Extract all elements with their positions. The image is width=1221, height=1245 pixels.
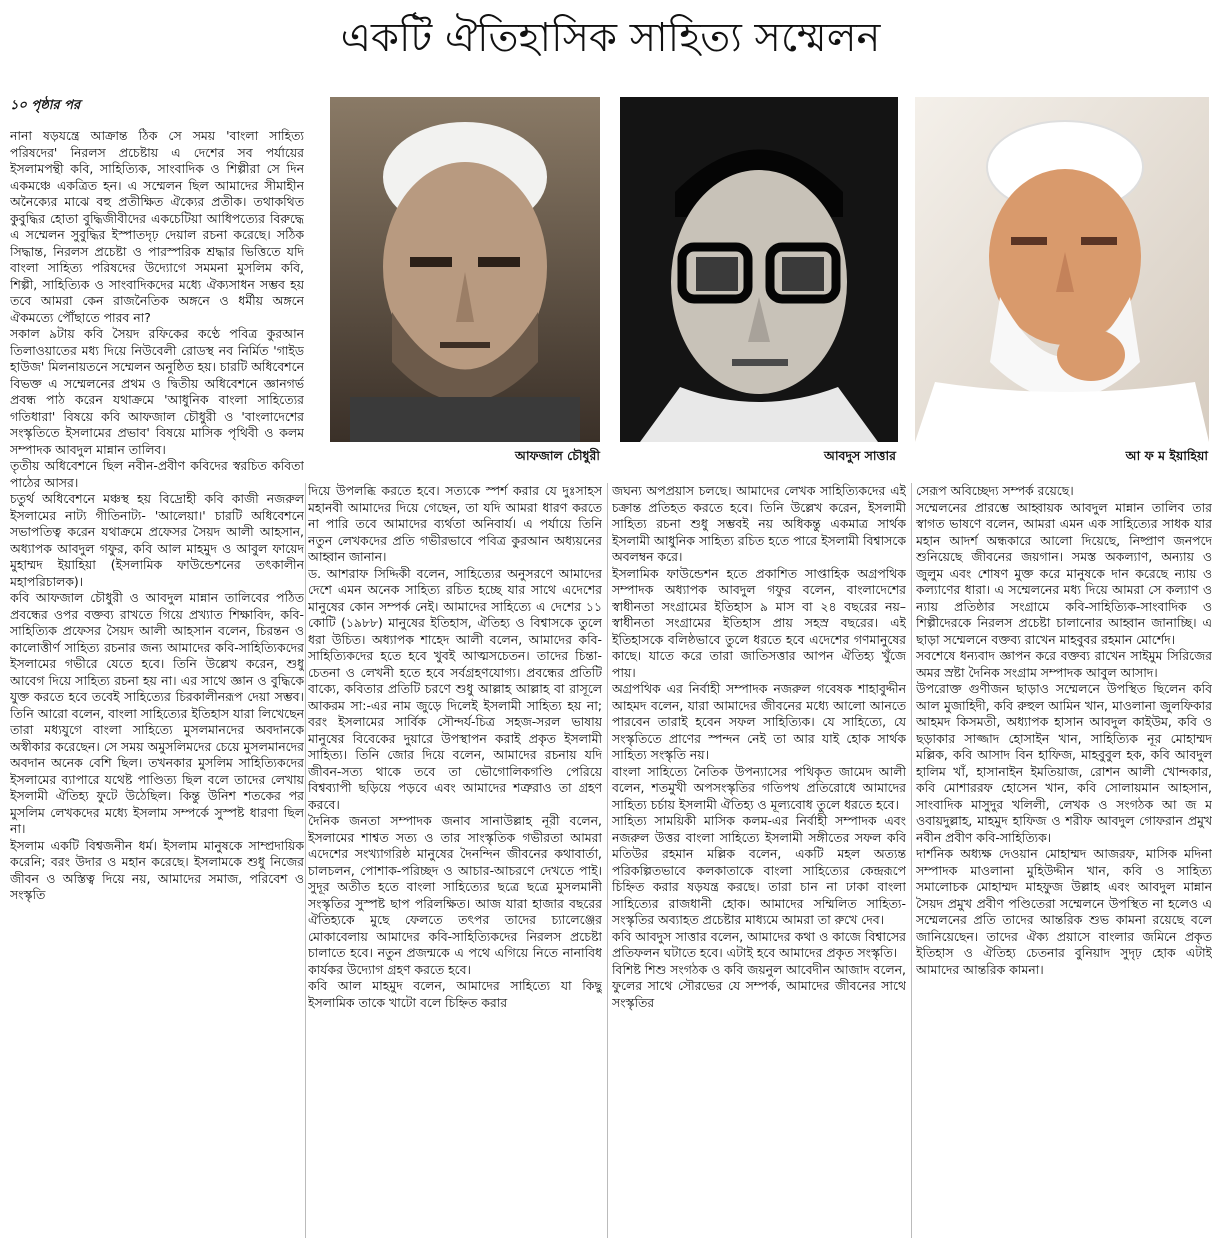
portrait-photo-1 xyxy=(330,97,600,442)
photo-caption-1: আফজাল চৌধুরী xyxy=(514,448,600,463)
paragraph: ড. আশরাফ সিদ্দিকী বলেন, সাহিত্যের অনুসরণে আমাদের দেশে এমন অনেক সাহিত্য রচিত হচ্ছে যার সাথে এদেশের মানুষের কোন সম্পর্ক নেই। আমাদের সাহিত্যে এ দেশের ১১ কোটি (১৯৮৮) মানুষের ইতিহাস, ঐতিহ্য ও বিশ্বাসকে তুলে ধরা উচিত। অধ্যাপক শাহেদ আলী বলেন, আমাদের কবি-সাহিত্যিকদের হতে হবে খুবই আত্মসচেতন। তাদের চিন্তা-চেতনা ও লেখনী হতে হবে সর্বগ্রহণযোগ্য। প্রবন্ধের প্রতিটি বাক্যে, কবিতার প্রতিটি চরণে শুধু আল্লাহ আল্লাহ বা রাসূলে আকরম সা:-এর নাম জুড়ে দিলেই ইসলামী সাহিত্য হয় না; বরং ইসলামের সার্বিক সৌন্দর্য-চিত্র সহজ-সরল ভাষায় মানুষের বিবেকের দুয়ারে উপস্থাপন করাই প্রকৃত ইসলামী সাহিত্য। তিনি জোর দিয়ে বলেন, আমাদের রচনায় যদি জীবন-সত্য থাকে তবে তা ভৌগোলিকগণ্ডি পেরিয়ে বিশ্বব্যাপী ছড়িয়ে পড়বে এবং আমাদের শত্রুরাও তা গ্রহণ করবে। xyxy=(308,565,602,812)
paragraph: দৈনিক জনতা সম্পাদক জনাব সানাউল্লাহ নূরী বলেন, ইসলামের শাশ্বত সত্য ও তার সাংস্কৃতিক গভীরতা আমরা এদেশের সংখ্যাগরিষ্ঠ মানুষের দৈনন্দিন জীবনের কথাবার্তা, চালচলন, পোশাক-পরিচ্ছদ ও আচার-আচরণে দেখতে পাই। সুদূর অতীত হতে বাংলা সাহিত্যের ছত্রে ছত্রে মুসলমানী সংস্কৃতির সুস্পষ্ট ছাপ পরিলক্ষিত। আজ যারা হাজার বছরের ঐতিহ্যকে মুছে ফেলতে তৎপর তাদের চ্যালেঞ্জের মোকাবেলায় আমাদের কবি-সাহিত্যিকদের নিরলস প্রচেষ্টা চালাতে হবে। নতুন প্রজন্মকে এ পথে এগিয়ে নিতে নানাবিধ কার্যকর উদ্যোগ গ্রহণ করতে হবে। xyxy=(308,813,602,977)
column-divider xyxy=(607,483,608,1238)
portrait-photo-2 xyxy=(620,97,898,442)
portrait-photo-3 xyxy=(915,97,1209,442)
paragraph: দিয়ে উপলব্ধি করতে হবে। সত্যকে স্পর্শ করার যে দুঃসাহস মহানবী আমাদের দিয়ে গেছেন, তা যদি আমরা ধারণ করতে না পারি তবে আমাদের ব্যর্থতা অনিবার্য। এ পর্যায়ে তিনি নতুন লেখকদের প্রতি গভীরভাবে পবিত্র কুরআন অধ্যয়নের আহ্বান জানান। xyxy=(308,483,602,564)
paragraph: সবশেষে ধন্যবাদ জ্ঞাপন করে বক্তব্য রাখেন সাইমুম সিরিজের অমর স্রষ্টা দৈনিক সংগ্রাম সম্পাদক আবুল আসাদ। xyxy=(916,648,1212,680)
paragraph: জঘন্য অপপ্রয়াস চলছে। আমাদের লেখক সাহিত্যিকদের এই চক্রান্ত প্রতিহত করতে হবে। তিনি উল্লেখ করেন, ইসলামী সাহিত্য রচনা শুধু সম্ভবই নয় অধিকন্তু একমাত্র সার্থক ইসলামী আধুনিক সাহিত্য রচিত হতে পারে ইসলামী বিশ্বাসকে অবলম্বন করে। xyxy=(612,483,906,564)
paragraph: কবি আফজাল চৌধুরী ও আবদুল মান্নান তালিবের পঠিত প্রবন্ধের ওপর বক্তব্য রাখতে গিয়ে প্রখ্যাত শিক্ষাবিদ, কবি-সাহিত্যিক প্রফেসর সৈয়দ আলী আহসান বলেন, চিরন্তন ও কালোত্তীর্ণ সাহিত্য রচনার জন্য আমাদের কবি-সাহিত্যিকদের ইসলামের গভীরে যেতে হবে। তিনি উল্লেখ করেন, শুধু আবেগ দিয়ে সাহিত্য রচনা হয় না। এর সাথে জ্ঞান ও বুদ্ধিকে যুক্ত করতে হবে তবেই সাহিত্যের চিরকালীনরূপ দেয়া সম্ভব। তিনি আরো বলেন, বাংলা সাহিত্যের ইতিহাস যারা লিখেছেন তারা মধ্যযুগে বাংলা সাহিত্যে মুসলমানদের অবদানকে অস্বীকার করেছেন। সে সময় অমুসলিমদের চেয়ে মুসলমানদের অবদান অনেক বেশি ছিল। তখনকার মুসলিম সাহিত্যিকদের ইসলামের ব্যাপারে যথেষ্ট পাণ্ডিত্য ছিল বলে তাদের লেখায় ইসলামী ঐতিহ্য ফুটে উঠেছিল। কিন্তু উনিশ শতকের পর মুসলিম লেখকদের মধ্যে ইসলাম সম্পর্কে সুস্পষ্ট ধারণা ছিল না। xyxy=(10,590,304,836)
paragraph: ইসলাম একটি বিশ্বজনীন ধর্ম। ইসলাম মানুষকে সাম্প্রদায়িক করেনি; বরং উদার ও মহান করেছে। ইসলামকে শুধু নিজের জীবন ও অস্তিত্ব দিয়ে নয়, আমাদের সমাজ, পরিবেশ ও সংস্কৃতি xyxy=(10,837,304,902)
paragraph: বিশিষ্ট শিশু সংগঠক ও কবি জয়নুল আবেদীন আজাদ বলেন, ফুলের সাথে সৌরভের যে সম্পর্ক, আমাদের জীবনের সাথে সংস্কৃতির xyxy=(612,961,906,1010)
paragraph: সেরূপ অবিচ্ছেদ্য সম্পর্ক রয়েছে। xyxy=(916,483,1074,498)
paragraph: তৃতীয় অধিবেশনে ছিল নবীন-প্রবীণ কবিদের স্বরচিত কবিতা পাঠের আসর। xyxy=(10,458,304,490)
article-column-1 xyxy=(10,128,304,1238)
paragraph: কবি আবদুস সাত্তার বলেন, আমাদের কথা ও কাজে বিশ্বাসের প্রতিফলন ঘটাতে হবে। এটাই হবে আমাদের প্রকৃত সংস্কৃতি। xyxy=(612,928,906,960)
paragraph: উপরোক্ত গুণীজন ছাড়াও সম্মেলনে উপস্থিত ছিলেন কবি আল মুজাহিদী, কবি রুহুল আমিন খান, মাওলানা জুলফিকার আহমদ কিসমতী, অধ্যাপক হাসান আবদুল কাইউম, কবি ও ছড়াকার সাজ্জাদ হোসাইন খান, সাহিত্যিক নূর মোহাম্মদ মল্লিক, কবি আসাদ বিন হাফিজ, মাহবুবুল হক, কবি আবদুল হালিম খাঁ, হাসানাইন ইমতিয়াজ, রোশন আলী খোন্দকার, কবি মোশাররফ হোসেন খান, কবি সোলায়মান আহসান, সাংবাদিক মাসুদুর খলিলী, লেখক ও সংগঠক আ জ ম ওবায়দুল্লাহ, মাহমুদ হাফিজ ও শরীফ আবদুল গোফরান প্রমুখ নবীন প্রবীণ কবি-সাহিত্যিক। xyxy=(916,681,1212,845)
paragraph: সকাল ৯টায় কবি সৈয়দ রফিকের কণ্ঠে পবিত্র কুরআন তিলাওয়াতের মধ্য দিয়ে নিউবেলী রোডস্থ নব নির্মিত 'গাইড হাউজ' মিলনায়তনে সম্মেলন অনুষ্ঠিত হয়। চারটি অধিবেশনে বিভক্ত এ সম্মেলনের প্রথম ও দ্বিতীয় অধিবেশনে জ্ঞানগর্ভ প্রবন্ধ পাঠ করেন যথাক্রমে 'আধুনিক বাংলা সাহিত্যের গতিধারা' বিষয়ে কবি আফজাল চৌধুরী ও 'বাংলাদেশের সংস্কৃতিতে ইসলামের প্রভাব' বিষয়ে মাসিক পৃথিবী ও কলম সম্পাদক আবদুল মান্নান তালিব। xyxy=(10,326,304,457)
article-column-2 xyxy=(308,483,602,1238)
column-divider xyxy=(911,483,912,1238)
continued-from: ১০ পৃষ্ঠার পর xyxy=(10,98,81,113)
headline: একটি ঐতিহাসিক সাহিত্য সম্মেলন xyxy=(340,15,881,61)
column-divider xyxy=(305,483,306,1238)
paragraph: কবি আল মাহমুদ বলেন, আমাদের সাহিত্যে যা কিছু ইসলামিক তাকে খাটো বলে চিহ্নিত করার xyxy=(308,978,602,1010)
article-column-3 xyxy=(612,483,906,1238)
article-column-4 xyxy=(916,483,1212,1238)
paragraph: ইসলামিক ফাউন্ডেশন হতে প্রকাশিত সাপ্তাহিক অগ্রপথিক সম্পাদক অধ্যাপক আবদুল গফুর বলেন, বাংলাদেশের স্বাধীনতা সংগ্রামের ইতিহাস ৯ মাস বা ২৪ বছরের নয়– স্বাধীনতা সংগ্রামের ইতিহাস প্রায় সহস্র বছরের। এই ইতিহাসকে বলিষ্ঠভাবে তুলে ধরতে হবে এদেশের গণমানুষের কাছে। যাতে করে তারা জাতিসত্তার আপন ঐতিহ্য খুঁজে পায়। xyxy=(612,565,906,680)
paragraph: দার্শনিক অধ্যক্ষ দেওয়ান মোহাম্মদ আজরফ, মাসিক মদিনা সম্পাদক মাওলানা মুহিউদ্দীন খান, কবি ও সাহিত্য সমালোচক মোহাম্মদ মাহফুজ উল্লাহ এবং আবদুল মান্নান সৈয়দ প্রমুখ প্রবীণ পণ্ডিতেরা সম্মেলনে উপস্থিত না হলেও এ সম্মেলনের প্রতি তাদের আন্তরিক শুভ কামনা রয়েছে বলে জানিয়েছেন। তাদের ঐক্য প্রয়াসে বাংলার জমিনে প্রকৃত ইতিহাস ও ঐতিহ্য চেতনার বুনিয়াদ সুদৃঢ় হোক এটাই আমাদের আন্তরিক কামনা। xyxy=(916,846,1212,977)
paragraph: অগ্রপথিক এর নির্বাহী সম্পাদক নজরুল গবেষক শাহাবুদ্দীন আহমদ বলেন, যারা আমাদের জীবনের মধ্যে আলো আনতে পারবেন তারাই হবেন সফল সাহিত্যিক। যে সাহিত্যে, যে সংস্কৃতিতে প্রাণের স্পন্দন নেই তা আর যাই হোক সার্থক সাহিত্য সংস্কৃতি নয়। xyxy=(612,681,906,762)
paragraph: বাংলা সাহিত্যে নৈতিক উপন্যাসের পথিকৃত জামেদ আলী বলেন, শতমুখী অপসংস্কৃতির গতিপথ প্রতিরোধে আমাদের সাহিত্য চর্চায় ইসলামী ঐতিহ্য ও মূল্যবোধ তুলে ধরতে হবে। xyxy=(612,763,906,812)
paragraph: সম্মেলনের প্রারম্ভে আহ্বায়ক আবদুল মান্নান তালিব তার স্বাগত ভাষণে বলেন, আমরা এমন এক সাহিত্যের সাধক যার মহান আদর্শ অন্ধকারে আলো দিয়েছে, নিষ্প্রাণ জনপদে শুনিয়েছে জীবনের জয়গান। সমস্ত অকল্যাণ, অন্যায় ও জুলুম এবং শোষণ মুক্ত করে মানুষকে দান করেছে ন্যায় ও কল্যাণের ধারা। এ সম্মেলনের মধ্য দিয়ে আমরা সে কল্যাণ ও ন্যায় প্রতিষ্ঠার সংগ্রামে কবি-সাহিত্যিক-সাংবাদিক ও শিল্পীদেরকে নিরলস প্রচেষ্টা চালানোর আহ্বান জানাচ্ছি। এ ছাড়া সম্মেলনে বক্তব্য রাখেন মাহবুবর রহমান মোর্শেদ। xyxy=(916,499,1212,647)
photo-caption-2: আবদুস সাত্তার xyxy=(823,448,896,463)
photo-caption-3: আ ফ ম ইয়াহিয়া xyxy=(1125,448,1208,463)
paragraph: চতুর্থ অধিবেশনে মঞ্চস্থ হয় বিদ্রোহী কবি কাজী নজরুল ইসলামের নাট্য গীতিনাট্য- 'আলেয়া।' চারটি অধিবেশনে সভাপতিত্ব করেন যথাক্রমে প্রফেসর সৈয়দ আলী আহসান, অধ্যাপক আবদুল গফুর, কবি আল মাহমুদ ও আবুল ফায়েদ মুহাম্মদ ইয়াহিয়া (ইসলামিক ফাউন্ডেশনের তৎকালীন মহাপরিচালক)। xyxy=(10,491,304,589)
paragraph: সাহিত্য সাময়িকী মাসিক কলম-এর নির্বাহী সম্পাদক এবং নজরুল উত্তর বাংলা সাহিত্যে ইসলামী সঙ্গীতের সফল কবি মতিউর রহমান মল্লিক বলেন, একটি মহল অত্যন্ত পরিকল্পিতভাবে কলকাতাকে বাংলা সাহিত্যের কেন্দ্ররূপে চিহ্নিত করার ষড়যন্ত্র করছে। তারা চান না ঢাকা বাংলা সাহিত্যের রাজধানী হোক। আমাদের সম্মিলিত সাহিত্য-সংস্কৃতির অব্যাহত প্রচেষ্টার মাধ্যমে আমরা তা রুখে দেব। xyxy=(612,813,906,927)
paragraph: নানা ষড়যন্ত্রে আক্রান্ত ঠিক সে সময় 'বাংলা সাহিত্য পরিষদের' নিরলস প্রচেষ্টায় এ দেশের সব পর্যায়ের ইসলামপন্থী কবি, সাহিত্যিক, সাংবাদিক ও শিল্পীরা সে দিন একমঞ্চে একত্রিত হন। এ সম্মেলন ছিল আমাদের সীমাহীন অনৈক্যের মাঝে বহু প্রতীক্ষিত ঐক্যের প্রতীক। তথাকথিত কুবুদ্ধির হোতা বুদ্ধিজীবীদের একচেটিয়া আধিপত্যের বিরুদ্ধে এ সম্মেলন সুবুদ্ধির ইস্পাতদৃঢ় দেয়াল রচনা করেছে। সঠিক সিদ্ধান্ত, নিরলস প্রচেষ্টা ও পারস্পরিক শ্রদ্ধার ভিত্তিতে যদি বাংলা সাহিত্য পরিষদের উদ্যোগে সমমনা মুসলিম কবি, শিল্পী, সাহিত্যিক ও সাংবাদিকদের মধ্যে ঐক্যসাধন সম্ভব হয় তবে আমরা কেন রাজনৈতিক অঙ্গনে ও ধর্মীয় অঙ্গনে ঐকমত্যে পৌঁছাতে পারব না? xyxy=(10,128,304,325)
